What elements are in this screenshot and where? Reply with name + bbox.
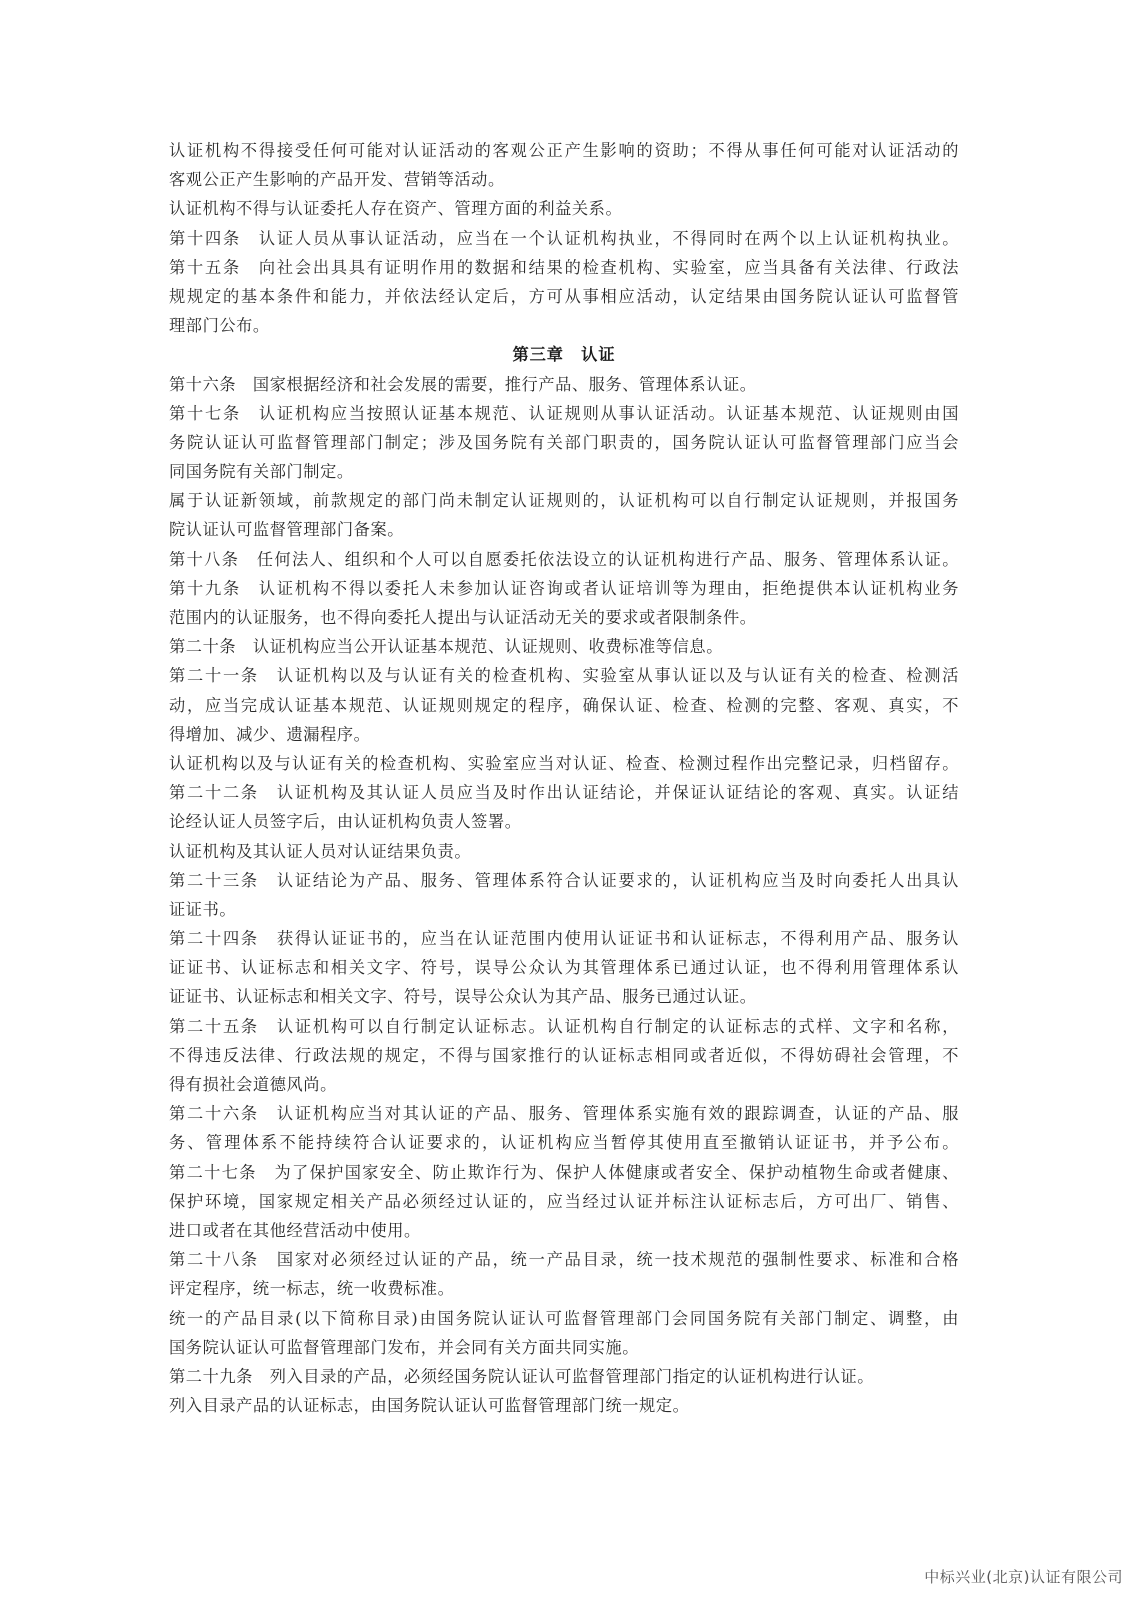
text-line: 得有损社会道德风尚。	[169, 1075, 337, 1094]
text-line: 证证书、认证标志和相关文字、符号，误导公众认为其产品、服务已通过认证。	[169, 987, 757, 1007]
text-line: 认证机构以及与认证有关的检查机构、实验室应当对认证、检查、检测过程作出完整记录，归档留存。	[169, 753, 959, 773]
document-body	[169, 136, 959, 1420]
text-line: 院认证认可监督管理部门备案。	[169, 520, 405, 540]
text-line: 第二十五条 认证机构可以自行制定认证标志。认证机构自行制定的认证标志的式样、文字和名称，	[169, 1016, 959, 1036]
text-line: 第十五条 向社会出具具有证明作用的数据和结果的检查机构、实验室，应当具备有关法律、行政法	[169, 257, 959, 277]
text-line: 第十八条 任何法人、组织和个人可以自愿委托依法设立的认证机构进行产品、服务、管理体系认证。	[169, 549, 959, 569]
text-line: 论经认证人员签字后，由认证机构负责人签署。	[169, 812, 522, 832]
text-line: 认证机构及其认证人员对认证结果负责。	[169, 841, 472, 861]
footer-company-name: 中标兴业(北京)认证有限公司	[924, 1568, 1123, 1586]
text-line: 第十六条 国家根据经济和社会发展的需要，推行产品、服务、管理体系认证。	[169, 374, 757, 394]
text-line: 第二十四条 获得认证证书的，应当在认证范围内使用认证证书和认证标志，不得利用产品、服务认	[169, 929, 959, 949]
text-line: 列入目录产品的认证标志，由国务院认证认可监督管理部门统一规定。	[169, 1396, 690, 1416]
text-line: 第十七条 认证机构应当按照认证基本规范、认证规则从事认证活动。认证基本规范、认证规则由国	[169, 403, 959, 423]
text-line: 理部门公布。	[169, 316, 270, 336]
text-line: 证证书。	[169, 899, 237, 919]
text-line: 国务院认证认可监督管理部门发布，并会同有关方面共同实施。	[169, 1337, 640, 1357]
text-line: 不得违反法律、行政法规的规定，不得与国家推行的认证标志相同或者近似，不得妨碍社会管理，不	[169, 1045, 959, 1065]
text-line: 动，应当完成认证基本规范、认证规则规定的程序，确保认证、检查、检测的完整、客观、真实，不	[169, 695, 959, 715]
text-line: 进口或者在其他经营活动中使用。	[169, 1220, 421, 1240]
text-line: 第二十一条 认证机构以及与认证有关的检查机构、实验室从事认证以及与认证有关的检查、检测活	[169, 666, 959, 686]
text-line: 第十四条 认证人员从事认证活动，应当在一个认证机构执业，不得同时在两个以上认证机构执业。	[169, 228, 959, 248]
text-line: 第二十六条 认证机构应当对其认证的产品、服务、管理体系实施有效的跟踪调查，认证的产品、服	[169, 1104, 959, 1124]
text-line: 属于认证新领域，前款规定的部门尚未制定认证规则的，认证机构可以自行制定认证规则，并报国务	[169, 491, 959, 511]
text-line: 同国务院有关部门制定。	[169, 462, 354, 482]
text-line: 认证机构不得与认证委托人存在资产、管理方面的利益关系。	[169, 199, 623, 219]
text-line: 第二十三条 认证结论为产品、服务、管理体系符合认证要求的，认证机构应当及时向委托人出具认	[169, 870, 959, 890]
text-line: 第二十八条 国家对必须经过认证的产品，统一产品目录，统一技术规范的强制性要求、标准和合格	[169, 1250, 959, 1270]
text-line: 范围内的认证服务，也不得向委托人提出与认证活动无关的要求或者限制条件。	[169, 608, 757, 627]
text-line: 评定程序，统一标志，统一收费标准。	[169, 1279, 455, 1299]
text-line: 务院认证认可监督管理部门制定；涉及国务院有关部门职责的，国务院认证认可监督管理部门应当会	[169, 432, 959, 452]
text-line: 客观公正产生影响的产品开发、营销等活动。	[169, 170, 505, 190]
text-line: 统一的产品目录(以下简称目录)由国务院认证认可监督管理部门会同国务院有关部门制定、调整，由	[169, 1308, 959, 1328]
text-line: 第二十七条 为了保护国家安全、防止欺诈行为、保护人体健康或者安全、保护动植物生命或者健康、	[169, 1162, 959, 1182]
text-line: 务、管理体系不能持续符合认证要求的，认证机构应当暂停其使用直至撤销认证证书，并予公布。	[169, 1133, 959, 1153]
text-line: 证证书、认证标志和相关文字、符号，误导公众认为其管理体系已通过认证，也不得利用管理体系认	[169, 958, 959, 978]
text-line: 规规定的基本条件和能力，并依法经认定后，方可从事相应活动，认定结果由国务院认证认可监督管	[169, 286, 959, 306]
text-line: 第十九条 认证机构不得以委托人未参加认证咨询或者认证培训等为理由，拒绝提供本认证机构业务	[169, 578, 959, 598]
text-line: 认证机构不得接受任何可能对认证活动的客观公正产生影响的资助；不得从事任何可能对认证活动的	[169, 141, 959, 160]
text-line: 保护环境，国家规定相关产品必须经过认证的，应当经过认证并标注认证标志后，方可出厂、销售、	[169, 1191, 959, 1211]
text-line: 第二十二条 认证机构及其认证人员应当及时作出认证结论，并保证认证结论的客观、真实。认证结	[169, 783, 959, 803]
text-line: 第二十九条 列入目录的产品，必须经国务院认证认可监督管理部门指定的认证机构进行认证。	[169, 1366, 875, 1386]
text-line: 得增加、减少、遗漏程序。	[169, 724, 371, 744]
text-line: 第二十条 认证机构应当公开认证基本规范、认证规则、收费标准等信息。	[169, 637, 723, 657]
chapter-heading: 第三章 认证	[512, 345, 616, 365]
